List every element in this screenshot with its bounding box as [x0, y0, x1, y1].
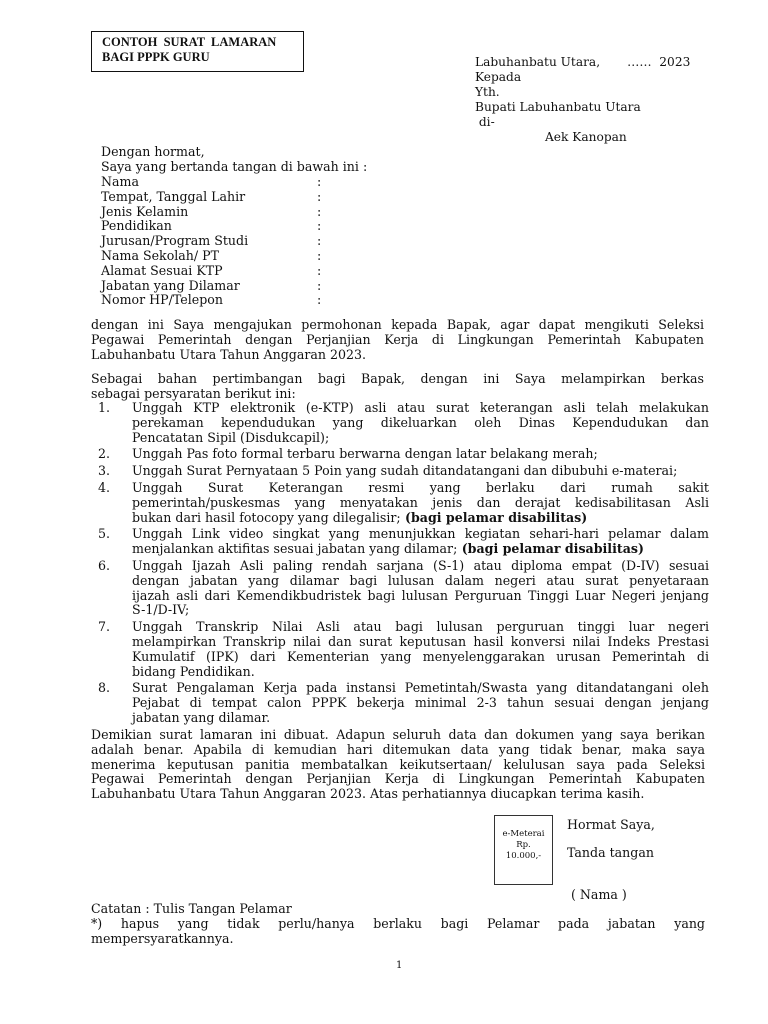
field-label: Jenis Kelamin: [101, 203, 189, 219]
requirement-item: [91, 620, 709, 679]
requirement-line: [132, 542, 709, 557]
requirement-line: [132, 650, 709, 665]
greeting-block: [101, 145, 367, 175]
request-line: Labuhanbatu Utara Tahun Anggaran 2023.: [91, 346, 367, 362]
field-colon: :: [317, 247, 322, 263]
attachment-intro: [91, 372, 704, 402]
emeterai-box: [494, 815, 553, 885]
requirement-item: [91, 401, 709, 445]
field-colon: :: [317, 174, 322, 189]
requirement-line: [132, 711, 709, 726]
requirement-text: ijazah asli dari Kemendikbudristek bagi lulusan Perguruan Tinggi Luar Negeri jenjang: [132, 587, 709, 603]
requirement-text: S-1/D-IV;: [132, 602, 190, 618]
requirement-text: bukan dari hasil fotocopy yang dilegalisir;: [132, 509, 401, 525]
requirement-text: Unggah Surat Keterangan resmi yang berlaku dari rumah sakit: [132, 479, 709, 495]
field-colon: :: [317, 218, 322, 234]
requirement-number: 8.: [98, 680, 111, 696]
requirement-line: [132, 416, 709, 431]
requirement-number: 4.: [98, 479, 111, 495]
intro-line: Saya yang bertanda tangan di bawah ini :: [101, 158, 368, 174]
address-city: Aek Kanopan: [545, 130, 627, 144]
requirement-number: 5.: [98, 526, 111, 542]
requirement-text: melampirkan Transkrip nilai dan surat keputusan hasil konversi nilai Indeks Prestasi: [132, 633, 709, 649]
field-label: Alamat Sesuai KTP: [101, 262, 223, 278]
requirement-text: pemerintah/puskesmas yang menyatakan jenis dan derajat kedisabilitasan Asli: [132, 494, 709, 510]
address-block: [475, 55, 725, 145]
closing-line: menerima keputusan panitia membatalkan keikutsertaan/ kelulusan saya pada Seleksi: [91, 756, 705, 772]
closing-line: Pegawai Pemerintah dengan Perjanjian Kerja di Lingkungan Pemerintah Kabupaten: [91, 771, 705, 787]
requirement-number: 1.: [98, 400, 111, 415]
field-label: Jabatan yang Dilamar: [101, 277, 240, 293]
requirement-number: 7.: [98, 619, 111, 635]
field-label: Nama: [101, 174, 139, 189]
requirement-text: jabatan yang dilamar.: [132, 709, 271, 725]
place-date: Labuhanbatu Utara, …… 2023: [475, 55, 691, 69]
field-colon: :: [317, 188, 322, 204]
requirement-line: [132, 464, 709, 479]
requirement-line: [132, 574, 709, 589]
field-colon: :: [317, 233, 322, 249]
requirement-text: Pejabat di tempat calon PPPK bekerja minimal 2-3 tahun sesuai dengan jenjang: [132, 695, 709, 711]
requirement-number: 3.: [98, 463, 111, 479]
requirement-line: [132, 696, 709, 711]
request-paragraph: [91, 318, 704, 362]
requirement-line: [132, 635, 709, 650]
emeterai-label: e-Meterai: [502, 829, 545, 839]
regards-text: Hormat Saya,: [567, 817, 655, 832]
request-line: Pegawai Pemerintah dengan Perjanjian Kerja di Lingkungan Pemerintah Kabupaten: [91, 331, 704, 347]
requirement-line: [132, 681, 709, 696]
requirement-line: [132, 431, 709, 446]
title-line-1: CONTOH SURAT LAMARAN: [102, 35, 277, 49]
note-handwritten: Catatan : Tulis Tangan Pelamar: [91, 901, 292, 916]
requirement-text: Pencatatan Sipil (Disdukcapil);: [132, 429, 330, 445]
requirement-item: [91, 447, 709, 462]
field-label: Pendidikan: [101, 218, 172, 234]
page-number: 1: [396, 960, 403, 971]
requirement-line: [132, 559, 709, 574]
field-colon: :: [317, 277, 322, 293]
requirement-text: Unggah Transkrip Nilai Asli atau bagi lulusan perguruan tinggi luar negeri: [132, 619, 709, 635]
closing-line: adalah benar. Apabila di kemudian hari ditemukan data yang tidak benar, maka saya: [91, 741, 705, 757]
requirement-item: [91, 527, 709, 557]
requirement-line: [132, 527, 709, 542]
field-label: Tempat, Tanggal Lahir: [101, 188, 246, 204]
document-title-box: [91, 31, 304, 72]
requirement-line: [132, 481, 709, 496]
requirement-text: bidang Pendidikan.: [132, 663, 255, 679]
title-line-2: BAGI PPPK GURU: [102, 50, 210, 64]
requirement-item: [91, 481, 709, 525]
requirement-text: Unggah Surat Pernyataan 5 Poin yang sudah ditandatangani dan dibubuhi e-materai;: [132, 463, 678, 479]
greeting: Dengan hormat,: [101, 144, 205, 159]
requirement-item: [91, 464, 709, 479]
requirement-item: [91, 559, 709, 618]
attachment-intro-line: Sebagai bahan pertimbangan bagi Bapak, dengan ini Saya melampirkan berkas: [91, 371, 704, 386]
note-delete: *) hapus yang tidak perlu/hanya berlaku bagi Pelamar pada jabatan yang: [91, 915, 705, 931]
requirement-item: [91, 681, 709, 725]
address-recipient: Bupati Labuhanbatu Utara: [475, 100, 641, 114]
requirement-bold-note: (bagi pelamar disabilitas): [457, 541, 644, 557]
request-line: dengan ini Saya mengajukan permohonan kepada Bapak, agar dapat mengikuti Seleksi: [91, 317, 704, 332]
emeterai-rp: Rp.: [516, 840, 531, 850]
emeterai-amount: 10.000,-: [505, 851, 542, 861]
note-delete-cont: mempersyaratkannya.: [91, 930, 234, 946]
requirement-line: [132, 447, 709, 462]
address-to: Kepada: [475, 70, 522, 84]
closing-line: Demikian surat lamaran ini dibuat. Adapun seluruh data dan dokumen yang saya berikan: [91, 727, 705, 742]
field-colon: :: [317, 262, 322, 278]
requirement-bold-note: (bagi pelamar disabilitas): [400, 509, 588, 525]
requirement-text: Kumulatif (IPK) dari Kementerian yang menyelenggarakan urusan Pemerintah di: [132, 648, 709, 664]
requirement-line: [132, 603, 709, 618]
field-label: Nama Sekolah/ PT: [101, 247, 220, 263]
field-colon: :: [317, 292, 322, 308]
requirement-text: Surat Pengalaman Kerja pada instansi Pemetintah/Swasta yang ditandatangani oleh: [132, 680, 709, 696]
requirement-number: 6.: [98, 557, 111, 573]
requirement-text: Unggah Pas foto formal terbaru berwarna dengan latar belakang merah;: [132, 446, 598, 462]
requirement-line: [132, 511, 709, 526]
field-label: Nomor HP/Telepon: [101, 292, 223, 308]
requirement-line: [132, 620, 709, 635]
requirement-text: Unggah Ijazah Asli paling rendah sarjana (S-1) atau diploma empat (D-IV) sesuai: [132, 557, 709, 573]
requirement-line: [132, 401, 709, 416]
requirement-line: [132, 589, 709, 604]
requirement-text: perekaman kependudukan yang dikeluarkan oleh Dinas Kependudukan dan: [132, 414, 709, 430]
notes-block: [91, 902, 705, 946]
attachment-intro-line: sebagai persyaratan berikut ini:: [91, 385, 296, 401]
signer-name: ( Nama ): [571, 887, 627, 902]
field-label: Jurusan/Program Studi: [101, 233, 249, 249]
requirement-line: [132, 496, 709, 511]
requirement-text: menjalankan aktifitas sesuai jabatan yang dilamar;: [132, 541, 458, 557]
requirements-list: [91, 401, 709, 728]
closing-paragraph: [91, 728, 705, 802]
requirement-text: Unggah KTP elektronik (e-KTP) asli atau surat keterangan asli telah melakukan: [132, 400, 709, 415]
address-di: di-: [475, 115, 495, 129]
field-colon: :: [317, 203, 322, 219]
signature-label: Tanda tangan: [567, 845, 654, 860]
requirement-text: dengan jabatan yang dilamar bagi lulusan dalam negeri atau surat penyetaraan: [132, 572, 709, 588]
requirement-number: 2.: [98, 446, 111, 462]
requirement-text: Unggah Link video singkat yang menunjukkan kegiatan sehari-hari pelamar dalam: [132, 526, 709, 542]
requirement-line: [132, 665, 709, 680]
address-yth: Yth.: [475, 85, 500, 99]
closing-line: Labuhanbatu Utara Tahun Anggaran 2023. Atas perhatiannya diucapkan terima kasih.: [91, 786, 645, 802]
